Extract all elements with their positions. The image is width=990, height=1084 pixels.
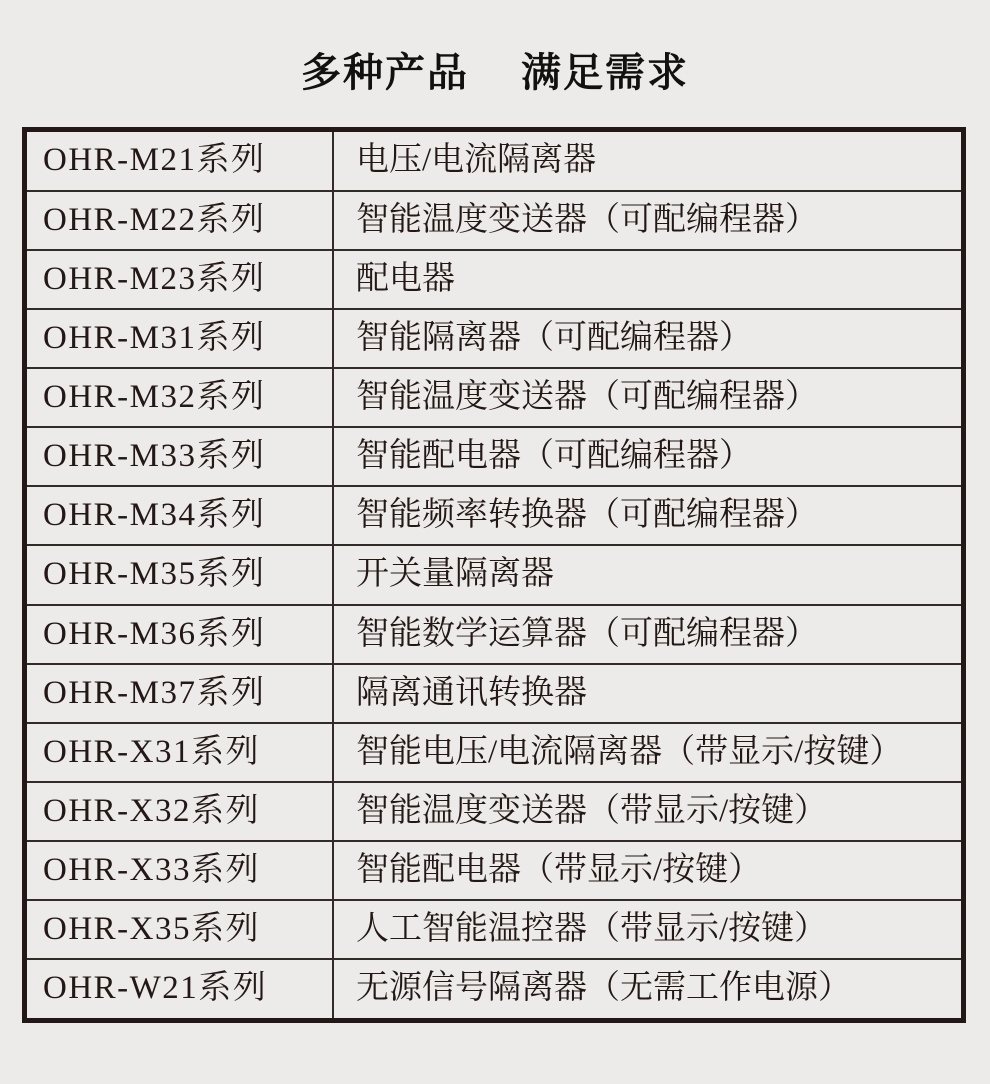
series-cell: OHR-M36系列 <box>25 605 334 664</box>
series-cell: OHR-M31系列 <box>25 309 334 368</box>
series-cell: OHR-M32系列 <box>25 368 334 427</box>
description-cell: 智能电压/电流隔离器（带显示/按键） <box>333 723 964 782</box>
series-cell: OHR-M33系列 <box>25 427 334 486</box>
description-cell: 智能温度变送器（可配编程器） <box>333 368 964 427</box>
series-cell: OHR-X31系列 <box>25 723 334 782</box>
table-row <box>25 486 964 545</box>
page-title-left: 多种产品 <box>301 51 469 95</box>
series-cell: OHR-X33系列 <box>25 841 334 900</box>
description-cell: 智能数学运算器（可配编程器） <box>333 605 964 664</box>
table-row <box>25 250 964 309</box>
description-cell: 人工智能温控器（带显示/按键） <box>333 900 964 959</box>
table-row <box>25 959 964 1021</box>
series-cell: OHR-X32系列 <box>25 782 334 841</box>
table-row <box>25 191 964 250</box>
table-row <box>25 723 964 782</box>
product-series-table-body <box>25 130 964 1021</box>
description-cell: 无源信号隔离器（无需工作电源） <box>333 959 964 1021</box>
series-cell: OHR-M23系列 <box>25 250 334 309</box>
table-row <box>25 841 964 900</box>
series-cell: OHR-W21系列 <box>25 959 334 1021</box>
description-cell: 智能配电器（可配编程器） <box>333 427 964 486</box>
series-cell: OHR-X35系列 <box>25 900 334 959</box>
table-row <box>25 427 964 486</box>
page-title <box>0 53 990 93</box>
page-title-right: 满足需求 <box>521 51 689 95</box>
description-cell: 开关量隔离器 <box>333 545 964 604</box>
product-series-table <box>22 127 966 1023</box>
description-cell: 智能隔离器（可配编程器） <box>333 309 964 368</box>
table-row <box>25 545 964 604</box>
description-cell: 智能温度变送器（带显示/按键） <box>333 782 964 841</box>
series-cell: OHR-M21系列 <box>25 130 334 191</box>
table-row <box>25 782 964 841</box>
series-cell: OHR-M22系列 <box>25 191 334 250</box>
table-row <box>25 309 964 368</box>
series-cell: OHR-M34系列 <box>25 486 334 545</box>
description-cell: 智能频率转换器（可配编程器） <box>333 486 964 545</box>
description-cell: 智能配电器（带显示/按键） <box>333 841 964 900</box>
table-row <box>25 130 964 191</box>
table-row <box>25 900 964 959</box>
series-cell: OHR-M35系列 <box>25 545 334 604</box>
table-row <box>25 605 964 664</box>
series-cell: OHR-M37系列 <box>25 664 334 723</box>
table-row <box>25 368 964 427</box>
description-cell: 智能温度变送器（可配编程器） <box>333 191 964 250</box>
description-cell: 隔离通讯转换器 <box>333 664 964 723</box>
description-cell: 配电器 <box>333 250 964 309</box>
description-cell: 电压/电流隔离器 <box>333 130 964 191</box>
table-row <box>25 664 964 723</box>
